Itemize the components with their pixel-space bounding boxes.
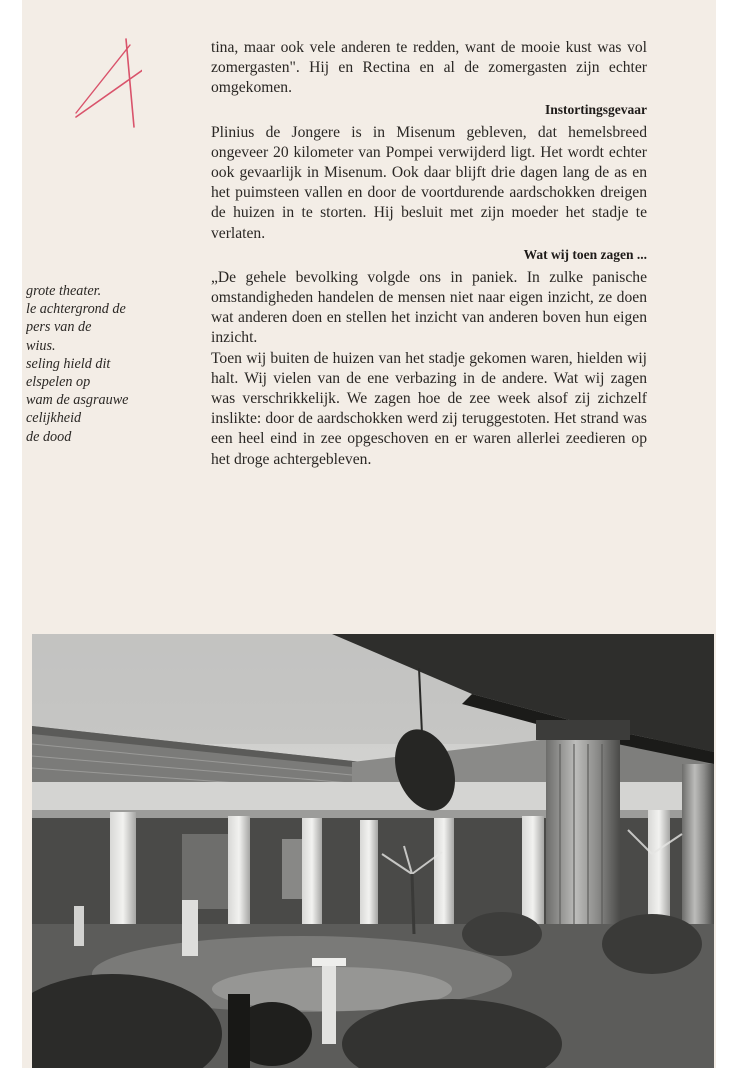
heading-instortingsgevaar: Instortingsgevaar xyxy=(545,101,647,117)
caption-line: pers van de xyxy=(26,319,92,336)
caption-line: elspelen op xyxy=(26,374,91,391)
caption-line: celijkheid xyxy=(26,410,82,427)
caption-line: wam de asgrauwe xyxy=(26,392,129,409)
peristyle-photo xyxy=(32,634,714,1068)
caption-line: wius. xyxy=(26,337,56,354)
caption-line: seling hield dit xyxy=(26,355,111,372)
paragraph-4: Toen wij buiten de huizen van het stadje gekomen waren, hielden wij halt. Wij vielen van de ene verbazing in de andere. Wat wij zagen was verschrikkelijk. We zagen hoe de zee week alsof zij zichzelf inslikte: door de aardschokken werd zij teruggestoten. Het strand was een heel eind in zee opgeschoven en er waren allerlei zeedieren op het droge achtergebleven. xyxy=(211,349,647,468)
book-page xyxy=(22,0,716,1068)
main-text-column xyxy=(211,38,647,470)
caption-line: le achtergrond de xyxy=(26,301,126,318)
photo-caption xyxy=(26,282,186,446)
caption-line: de dood xyxy=(26,428,72,445)
paragraph-1: tina, maar ook vele anderen te redden, want de mooie kust was vol zomergasten". Hij en Rectina en al de zomergasten zijn echter omgekomen. xyxy=(211,39,647,97)
paragraph-2: Plinius de Jongere is in Misenum gebleven, dat hemelsbreed ongeveer 20 kilometer van Pompei verwijderd ligt. Het wordt echter ook gevaarlijk in Misenum. Ook daar blijft drie dagen lang de as en het puimsteen vallen en door de voortdurende aardschokken dreigen de huizen in te storten. Hij besluit met zijn moeder het stadje te verlaten. xyxy=(211,123,647,242)
paragraph-3: „De gehele bevolking volgde ons in paniek. In zulke panische omstandigheden handelen de mensen niet naar eigen inzicht, ze doen wat anderen doen en stellen het inzicht van anderen boven hun eigen inzicht. xyxy=(211,268,647,347)
heading-wat-wij-toen-zagen: Wat wij toen zagen ... xyxy=(523,246,647,262)
caption-line: grote theater. xyxy=(26,283,102,299)
pen-cross-mark xyxy=(72,35,142,130)
